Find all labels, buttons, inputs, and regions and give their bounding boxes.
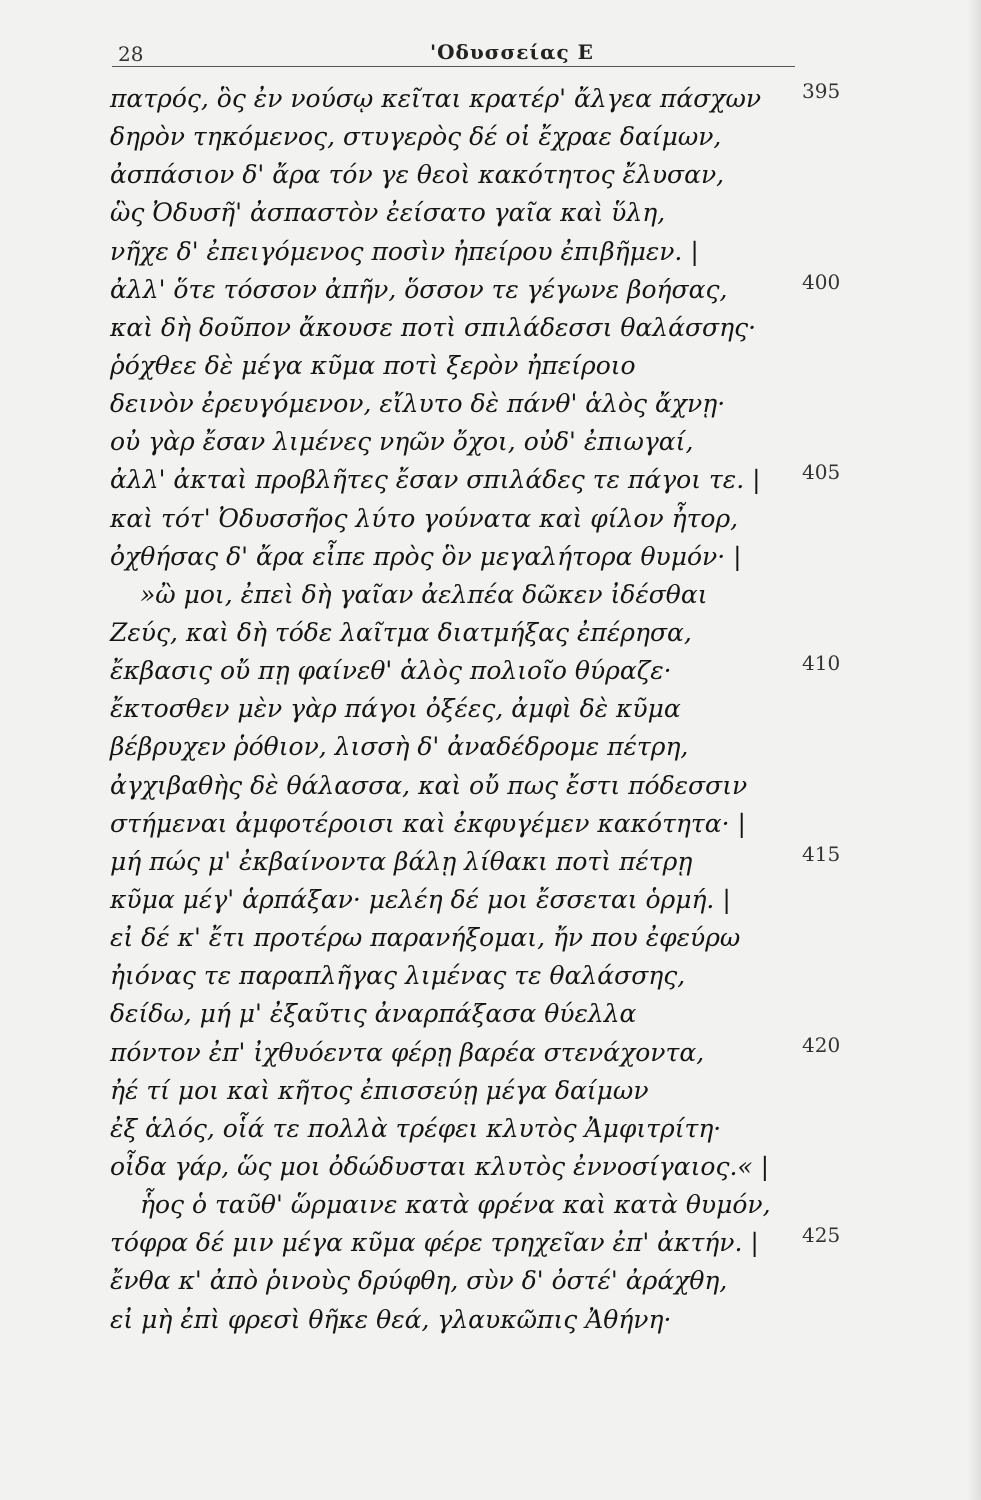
verse-text: πατρός, ὃς ἐν νούσῳ κεῖται κρατέρ' ἄλγεα πάσχων <box>110 84 762 113</box>
verse-line <box>110 233 810 271</box>
line-number: 425 <box>802 1223 841 1248</box>
verse-text: καὶ τότ' Ὀδυσσῆος λύτο γούνατα καὶ φίλον ἦτορ, <box>110 503 739 533</box>
verse-text: μή πώς μ' ἐκβαίνοντα βάλῃ λίθακι ποτὶ πέτρῃ <box>110 846 693 876</box>
verse-text: »ὢ μοι, ἐπεὶ δὴ γαῖαν ἀελπέα δῶκεν ἰδέσθαι <box>140 579 708 609</box>
line-number: 415 <box>802 841 841 866</box>
verse-line <box>110 767 810 805</box>
verse-line <box>110 805 810 843</box>
verse-line <box>110 309 810 347</box>
verse-line <box>110 1186 810 1224</box>
verse-line <box>110 995 810 1033</box>
verse-line <box>110 614 810 652</box>
line-number: 420 <box>802 1032 841 1057</box>
verse-line <box>110 841 841 881</box>
verse-line <box>110 156 810 194</box>
verse-line <box>110 1110 810 1148</box>
verse-text: καὶ δὴ δοῦπον ἄκουσε ποτὶ σπιλάδεσσι θαλάσσης· <box>110 312 757 342</box>
verse-line <box>110 194 810 232</box>
verse-text: ὣς Ὀδυσῆ' ἀσπαστὸν ἐείσατο γαῖα καὶ ὕλη, <box>110 198 666 228</box>
running-title: 'Οδυσσείας Ε <box>430 40 594 64</box>
verse-line <box>110 118 810 156</box>
verse-line <box>110 651 841 690</box>
verse-line <box>110 1148 810 1186</box>
verse-line <box>110 385 810 423</box>
verse-text: ῥόχθεε δὲ μέγα κῦμα ποτὶ ξερὸν ἠπείροιο <box>110 350 636 380</box>
verse-text: ὀχθήσας δ' ἄρα εἶπε πρὸς ὃν μεγαλήτορα θυμόν· | <box>110 541 742 571</box>
verse-line <box>110 538 810 576</box>
verse-text: ἔκτοσθεν μὲν γὰρ πάγοι ὀξέες, ἀμφὶ δὲ κῦμα <box>110 694 681 724</box>
verse-text: βέβρυχεν ῥόθιον, λισσὴ δ' ἀναδέδρομε πέτρη, <box>110 732 689 762</box>
verse-text: ἔκβασις οὔ πῃ φαίνεθ' ἁλὸς πολιοῖο θύραζε· <box>110 656 672 686</box>
verse-block <box>110 79 841 1339</box>
verse-text: νῆχε δ' ἐπειγόμενος ποσὶν ἠπείρου ἐπιβῆμεν. | <box>110 236 699 266</box>
line-number: 395 <box>802 79 841 103</box>
verse-text: ἠιόνας τε παραπλῆγας λιμένας τε θαλάσσης, <box>110 961 686 991</box>
verse-text: ἔνθα κ' ἀπὸ ῥινοὺς δρύφθη, σὺν δ' ὀστέ' ἀράχθη, <box>110 1266 728 1296</box>
verse-text: εἰ μὴ ἐπὶ φρεσὶ θῆκε θεά, γλαυκῶπις Ἀθήνη· <box>110 1304 672 1334</box>
page-edge-shadow <box>967 0 981 1500</box>
verse-text: δηρὸν τηκόμενος, στυγερὸς δέ οἱ ἔχραε δαίμων, <box>110 122 722 152</box>
verse-text: οὐ γὰρ ἔσαν λιμένες νηῶν ὄχοι, οὐδ' ἐπιωγαί, <box>110 427 694 457</box>
verse-text: ἧος ὁ ταῦθ' ὥρμαινε κατὰ φρένα καὶ κατὰ θυμόν, <box>140 1190 771 1220</box>
verse-text: δεινὸν ἐρευγόμενον, εἴλυτο δὲ πάνθ' ἁλὸς ἄχνῃ· <box>110 389 726 419</box>
line-number: 405 <box>802 460 841 485</box>
verse-line <box>110 881 810 919</box>
verse-text: τόφρα δέ μιν μέγα κῦμα φέρε τρηχεῖαν ἐπ' ἀκτήν. | <box>110 1228 759 1258</box>
verse-text: ἀλλ' ἀκταὶ προβλῆτες ἔσαν σπιλάδες τε πάγοι τε. | <box>110 465 761 495</box>
verse-text: ἐξ ἁλός, οἷά τε πολλὰ τρέφει κλυτὸς Ἀμφιτρίτη· <box>110 1113 722 1143</box>
line-number: 410 <box>802 651 841 676</box>
verse-line <box>110 919 810 957</box>
verse-text: στήμεναι ἀμφοτέροισι καὶ ἐκφυγέμεν κακότητα· | <box>110 808 746 838</box>
verse-line <box>110 1223 841 1262</box>
verse-line <box>110 500 810 538</box>
verse-line <box>110 576 810 614</box>
line-number: 400 <box>802 269 841 294</box>
verse-line <box>110 690 810 728</box>
verse-text: ἀγχιβαθὴς δὲ θάλασσα, καὶ οὔ πως ἔστι πόδεσσιν <box>110 770 748 800</box>
verse-text: κῦμα μέγ' ἁρπάξαν· μελέη δέ μοι ἔσσεται ὁρμή. | <box>110 884 731 914</box>
verse-text: οἶδα γάρ, ὥς μοι ὀδώδυσται κλυτὸς ἐννοσίγαιος.« | <box>110 1151 770 1181</box>
verse-line <box>110 269 841 309</box>
verse-text: ἀσπάσιον δ' ἄρα τόν γε θεοὶ κακότητος ἔλυσαν, <box>110 160 725 190</box>
verse-line <box>110 347 810 385</box>
verse-line <box>110 1072 810 1110</box>
verse-text: δείδω, μή μ' ἐξαῦτις ἀναρπάξασα θύελλα <box>110 999 637 1029</box>
verse-text: ἀλλ' ὅτε τόσσον ἀπῆν, ὅσσον τε γέγωνε βοήσας, <box>110 274 728 304</box>
verse-text: πόντον ἐπ' ἰχθυόεντα φέρῃ βαρέα στενάχοντα, <box>110 1037 705 1067</box>
page-number: 28 <box>118 42 144 66</box>
verse-text: ἠέ τί μοι καὶ κῆτος ἐπισσεύῃ μέγα δαίμων <box>110 1075 649 1105</box>
verse-line <box>110 460 841 499</box>
verse-line <box>110 957 810 995</box>
verse-line <box>110 1301 810 1339</box>
verse-line <box>110 1262 810 1300</box>
verse-line <box>110 79 841 118</box>
verse-text: Ζεύς, καὶ δὴ τόδε λαῖτμα διατμήξας ἐπέρησα, <box>110 617 692 647</box>
verse-line <box>110 423 810 461</box>
verse-text: εἰ δέ κ' ἔτι προτέρω παρανήξομαι, ἤν που ἐφεύρω <box>110 923 741 953</box>
verse-line <box>110 728 810 766</box>
verse-line <box>110 1032 841 1072</box>
header-rule <box>112 66 795 67</box>
